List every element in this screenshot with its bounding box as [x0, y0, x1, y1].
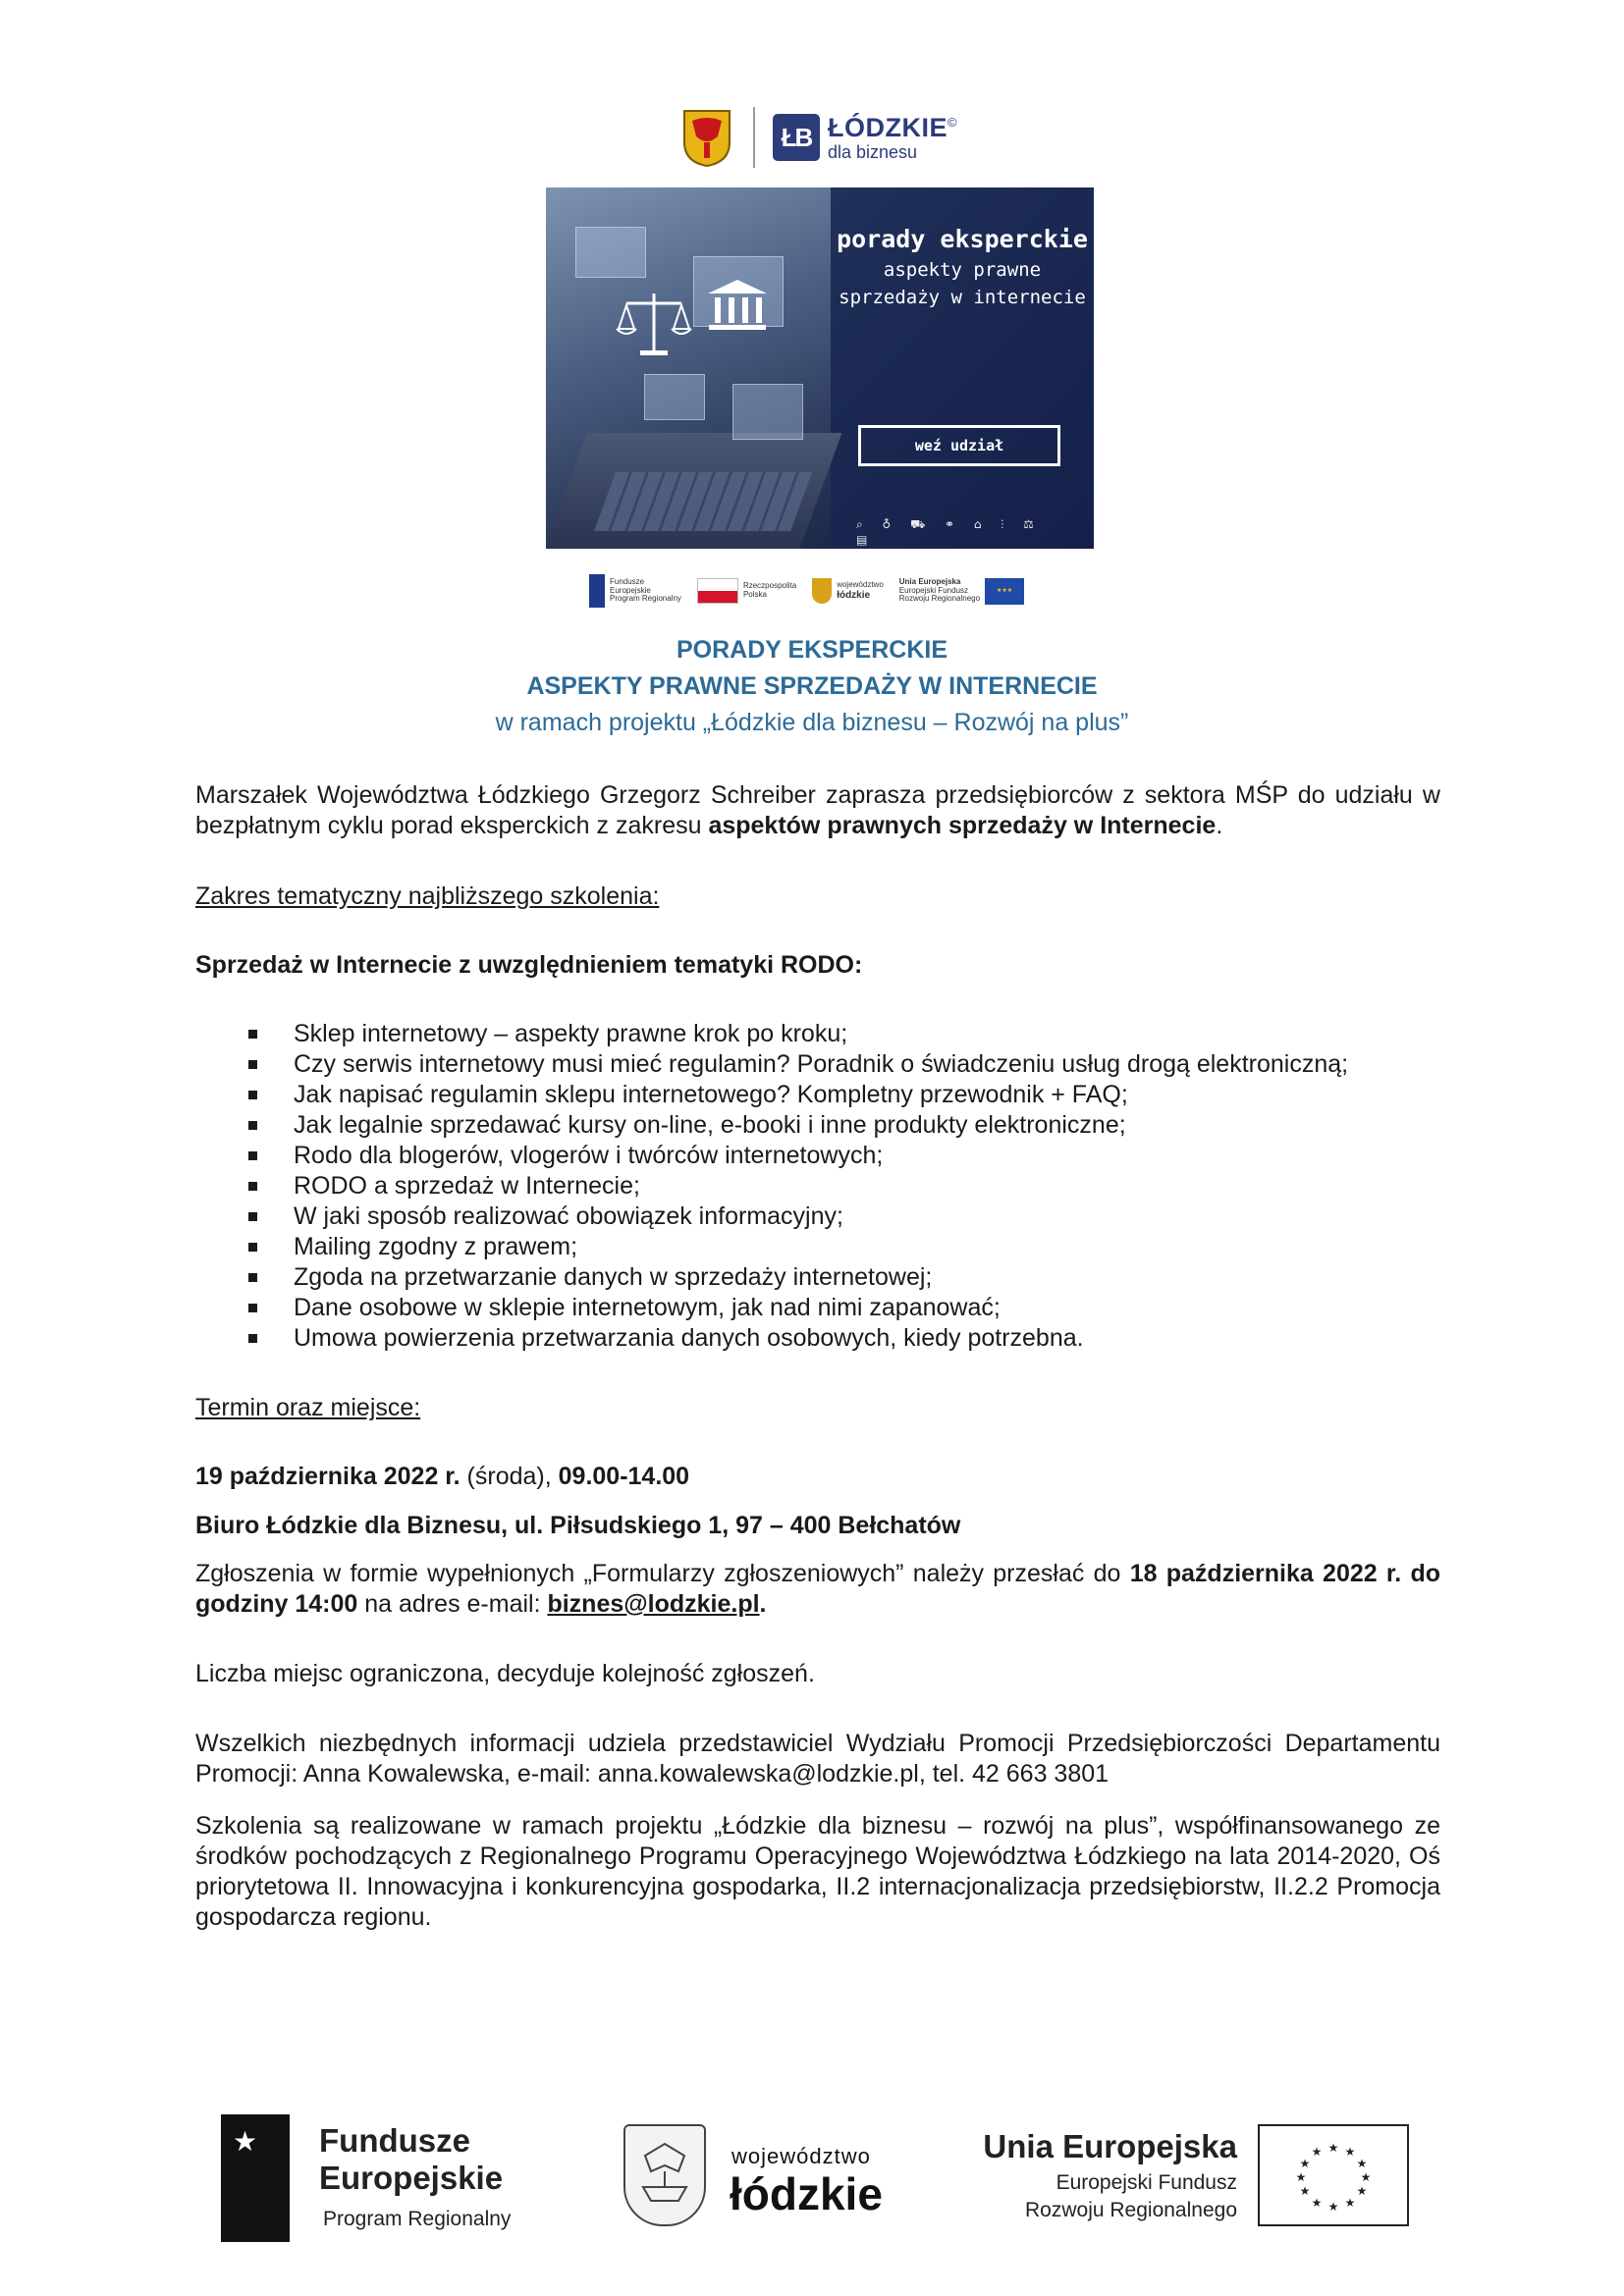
lodzkie-biznes-mark: ŁB [773, 114, 820, 161]
poland-flag-icon [697, 578, 738, 604]
registration-email-link[interactable]: biznes@lodzkie.pl [547, 1590, 760, 1618]
rp-small-line2: Polska [742, 590, 767, 599]
wojewodztwo-lodzkie-logo [623, 2124, 908, 2232]
banner-title [831, 225, 1094, 308]
wl-small-line2: łódzkie [837, 589, 871, 601]
list-item: Jak napisać regulamin sklepu internetowego? Kompletny przewodnik + FAQ; [294, 1080, 1440, 1110]
fe-star-icon [589, 574, 605, 608]
when-label: Termin oraz miejsce: [195, 1394, 421, 1421]
list-item: Rodo dla blogerów, vlogerów i twórców internetowych; [294, 1141, 1440, 1171]
svg-text:★: ★ [1360, 2170, 1372, 2184]
list-item: Zgoda na przetwarzanie danych w sprzedaży internetowej; [294, 1262, 1440, 1293]
brand-sub: dla biznesu [828, 141, 918, 162]
list-item: Czy serwis internetowy musi mieć regulamin? Poradnik o świadczeniu usług drogą elektroniczną; [294, 1049, 1440, 1080]
svg-text:★: ★ [1295, 2170, 1307, 2184]
contact-paragraph: Wszelkich niezbędnych informacji udziela przedstawiciel Wydziału Promocji Przedsiębiorczości Departamentu Promocji: Anna Kowalewska, e-mail: anna.kowalewska@lodzkie.pl, tel. 42 663 3801 [195, 1730, 1440, 1788]
topic-heading: Sprzedaż w Internecie z uwzględnieniem tematyki RODO: [195, 951, 863, 979]
svg-text:★: ★ [1327, 2200, 1339, 2214]
list-item: Umowa powierzenia przetwarzania danych osobowych, kiedy potrzebna. [294, 1323, 1440, 1354]
wl-small-line1: województwo [837, 580, 884, 590]
lodzkie-biznes-wordmark [828, 112, 958, 162]
unia-europejska-logo [983, 2124, 1409, 2232]
funding-paragraph: Szkolenia są realizowane w ramach projektu „Łódzkie dla biznesu – rozwój na plus”, współfinansowanego ze środków pochodzących z Regionalnego Programu Operacyjnego Województwa Łódzkiego na lata 2014-2020, Oś priorytetowa II. Innowacyjna i konkurencyjna gospodarka, II.2 internacjonalizacja przedsiębiorstw, II.2.2 Promocja gospodarcza regionu. [195, 1812, 1440, 1931]
eu-flag-icon [1258, 2124, 1409, 2226]
registration-text-a: Zgłoszenia w formie wypełnionych „Formularzy zgłoszeniowych” należy przesłać do [195, 1560, 1130, 1587]
title-project: w ramach projektu „Łódzkie dla biznesu – Rozwój na plus” [495, 709, 1129, 736]
lodzkie-crest-icon [682, 107, 731, 168]
eu-flag-small-icon: ★★★ [985, 578, 1024, 605]
time-value: 09.00-14.00 [558, 1463, 690, 1490]
title-aspekty: ASPEKTY PRAWNE SPRZEDAŻY W INTERNECIE [526, 672, 1098, 700]
list-item: Dane osobowe w sklepie internetowym, jak nad nimi zapanować; [294, 1293, 1440, 1323]
brand-name: ŁÓDZKIE [828, 112, 947, 142]
fe-line2: Europejskie [319, 2160, 504, 2196]
svg-text:★: ★ [1311, 2145, 1323, 2159]
eu-line2: Europejski Fundusz [1056, 2171, 1237, 2194]
date-line [195, 1462, 1440, 1492]
lodzkie-shield-icon [623, 2124, 706, 2226]
scope-label: Zakres tematyczny najbliższego szkolenia: [195, 882, 660, 910]
date-value: 19 października 2022 r. [195, 1463, 460, 1490]
eu-small-line1: Unia Europejska [898, 576, 961, 586]
svg-text:★: ★ [1299, 2157, 1311, 2170]
fe-line1: Fundusze [319, 2122, 470, 2159]
eu-small-line3: Rozwoju Regionalnego [898, 594, 981, 604]
eu-line3: Rozwoju Regionalnego [1025, 2199, 1237, 2221]
list-item: Mailing zgodny z prawem; [294, 1232, 1440, 1262]
scales-of-justice-icon [615, 286, 693, 364]
courthouse-icon [703, 276, 772, 335]
eu-logo-small [899, 578, 1024, 605]
svg-text:★: ★ [1356, 2157, 1368, 2170]
registered-mark: © [947, 114, 958, 130]
intro-paragraph [195, 780, 1440, 841]
registration-end: . [759, 1590, 767, 1618]
title-porady: PORADY EKSPERCKIE [677, 636, 947, 664]
promo-banner [546, 187, 1094, 549]
limit-line: Liczba miejsc ograniczona, decyduje kolejność zgłoszeń. [195, 1660, 815, 1687]
place-line: Biuro Łódzkie dla Biznesu, ul. Piłsudskiego 1, 97 – 400 Bełchatów [195, 1512, 961, 1539]
footer-logos [221, 2109, 1409, 2246]
svg-text:★: ★ [1344, 2145, 1356, 2159]
banner-line-3: sprzedaży w internecie [839, 287, 1086, 308]
hologram-tile [732, 384, 803, 440]
wl-logo-small [812, 578, 884, 604]
svg-text:★: ★ [1311, 2196, 1323, 2210]
eagle-boat-icon [625, 2126, 704, 2224]
registration-paragraph [195, 1559, 1440, 1620]
eu-stars-icon [1260, 2126, 1407, 2224]
lodzkie-crest-small-icon [812, 578, 832, 604]
logo-divider [753, 107, 755, 168]
wl-line1: województwo [731, 2144, 871, 2168]
intro-bold: aspektów prawnych sprzedaży w Internecie [708, 812, 1217, 839]
fe-small-line1: Fundusze [610, 576, 645, 586]
banner-icon-row: ⌕ ♁ ⛟ ⚭ ⌂ ⫶ ⚖ ▤ [856, 517, 1042, 547]
list-item: Sklep internetowy – aspekty prawne krok po kroku; [294, 1019, 1440, 1049]
eu-small-line2: Europejski Fundusz [898, 585, 969, 595]
fe-star-glyph: ★ [233, 2126, 258, 2157]
rp-small-line1: Rzeczpospolita [742, 581, 797, 591]
hologram-tile [575, 227, 646, 278]
registration-deadline: 18 października 2022 r. do godziny 14:00 [195, 1560, 1441, 1618]
intro-text: Marszałek Województwa Łódzkiego Grzegorz Schreiber zaprasza przedsiębiorców z sektora MŚP do udziału w bezpłatnym cyklu porad eksperckich z zakresu [195, 781, 1440, 839]
wl-line2: łódzkie [730, 2168, 883, 2219]
fe-line3: Program Regionalny [323, 2208, 512, 2230]
fe-logo-small [589, 574, 681, 608]
fe-mark-icon [221, 2114, 290, 2242]
banner-line-2: aspekty prawne [883, 259, 1042, 281]
eu-line1: Unia Europejska [983, 2128, 1237, 2164]
fe-small-line2: Europejskie [610, 585, 651, 595]
top-logo-bar [682, 98, 967, 177]
banner-line-1: porady eksperckie [837, 225, 1088, 253]
svg-text:★: ★ [1299, 2184, 1311, 2198]
hologram-tile [644, 374, 705, 420]
svg-text:★: ★ [1344, 2196, 1356, 2210]
list-item: Jak legalnie sprzedawać kursy on-line, e-booki i inne produkty elektroniczne; [294, 1110, 1440, 1141]
svg-text:★: ★ [1356, 2184, 1368, 2198]
svg-text:★: ★ [1327, 2141, 1339, 2155]
fundusze-europejskie-logo [221, 2114, 545, 2242]
rp-logo-small [697, 578, 796, 604]
registration-text-c: na adres e-mail: [357, 1590, 548, 1618]
fe-small-line3: Program Regionalny [610, 594, 681, 604]
list-item: RODO a sprzedaż w Internecie; [294, 1171, 1440, 1201]
participate-button[interactable]: weź udział [858, 425, 1060, 466]
keyboard-shape [594, 472, 812, 531]
document-body [195, 780, 1440, 1933]
partner-logo-strip [589, 571, 1060, 611]
topics-list [195, 1019, 1440, 1354]
day-value: (środa), [460, 1463, 559, 1490]
intro-end: . [1216, 812, 1223, 839]
list-item: W jaki sposób realizować obowiązek informacyjny; [294, 1201, 1440, 1232]
